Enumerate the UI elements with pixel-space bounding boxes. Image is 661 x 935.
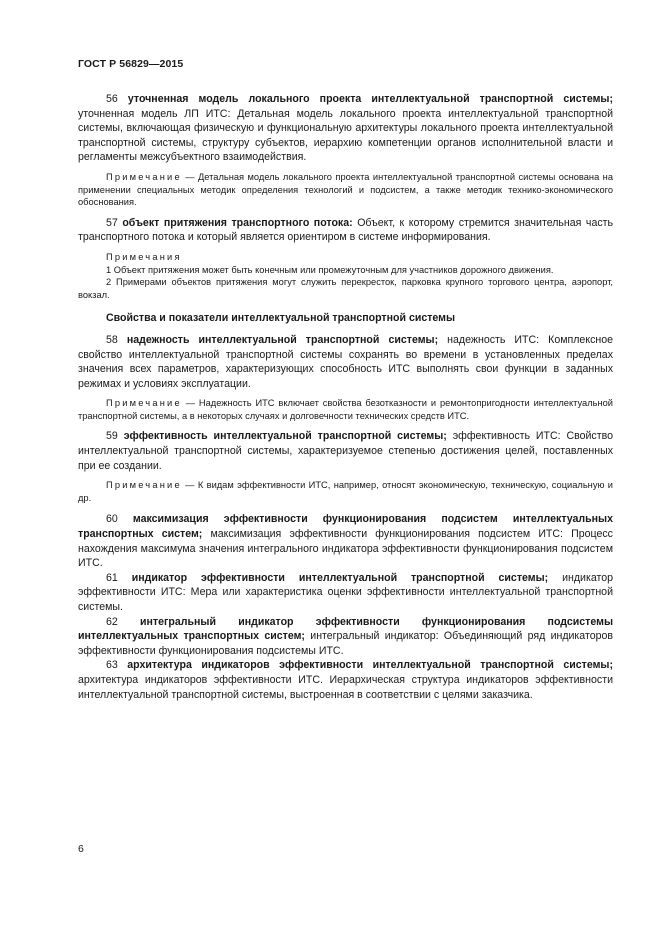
note-text: — Надежность ИТС включает свойства безотказности и ремонтопригодности интеллектуальной транспортной системы, а в некоторых случаях и долговечности технических средств ИТС.	[78, 398, 613, 421]
note-label: Примечание	[106, 398, 182, 409]
note-text: — Детальная модель локального проекта интеллектуальной транспортной системы основана на применении специальных методик определения технологий и подсистем, а также методик технико-экономического обоснования.	[78, 171, 613, 208]
document-body	[78, 92, 613, 702]
note-58	[78, 397, 613, 422]
note-label: Примечания	[106, 251, 182, 262]
notes-57-heading	[78, 251, 613, 264]
term-entry-59	[78, 429, 613, 473]
term-entry-62	[78, 615, 613, 659]
entry-number: 63	[106, 659, 118, 672]
entry-definition: уточненная модель ЛП ИТС: Детальная модель локального проекта интеллектуальной транспортной системы, включающая физическую и функциональную архитектуры локального проекта интеллектуальной транспортной системы, структуру субъектов, иерархию компетенции органов исполнительной власти и регламенты межсубъектного взаимодействия.	[78, 107, 613, 164]
term-entry-56	[78, 92, 613, 165]
entry-definition: надежность ИТС: Комплексное свойство интеллектуальной транспортной системы сохранять во времени в установленных пределах значения всех параметров, характеризующих способность ИТС выполнять свои функции в заданных режимах и условиях эксплуатации.	[78, 333, 614, 390]
entry-term: индикатор эффективности интеллектуальной транспортной системы;	[131, 571, 549, 584]
entry-term: уточненная модель локального проекта интеллектуальной транспортной системы;	[127, 93, 613, 105]
entry-number: 62	[106, 615, 118, 628]
note-label: Примечание	[106, 480, 182, 491]
entry-definition: максимизация эффективности функционирования подсистем ИТС: Процесс нахождения максимума значения интегрального индикатора эффективности функционирования подсистем ИТС.	[78, 528, 613, 570]
entry-term: объект притяжения транспортного потока:	[122, 216, 353, 229]
entry-number: 60	[106, 513, 118, 526]
note-59	[78, 479, 613, 504]
note-56	[78, 171, 613, 209]
entry-term: максимизация эффективности функционирования подсистем интеллектуальных транспортных систем;	[78, 513, 613, 541]
entry-term: надежность интеллектуальной транспортной системы;	[126, 333, 439, 346]
term-entry-61	[78, 571, 613, 615]
note-57-item-2: 2 Примерами объектов притяжения могут служить перекресток, парковка крупного торгового центра, аэропорт, вокзал.	[78, 277, 613, 300]
entry-definition: архитектура индикаторов эффективности ИТС. Иерархическая структура индикаторов эффективности интеллектуальной транспортной системы, выстроенная в соответствии с целями заказчика.	[78, 673, 613, 701]
entry-number: 59	[106, 430, 118, 443]
term-entry-60	[78, 512, 613, 570]
section-heading: Свойства и показатели интеллектуальной транспортной системы	[106, 312, 456, 325]
page-number: 6	[78, 843, 84, 855]
entry-number: 58	[106, 333, 118, 346]
term-entry-57	[78, 216, 613, 245]
term-entry-63	[78, 658, 613, 702]
note-text: — К видам эффективности ИТС, например, относят экономическую, техническую, социальную и др.	[78, 480, 613, 503]
term-entry-58	[78, 333, 613, 391]
note-57-item-1: 1 Объект притяжения может быть конечным или промежуточным для участников дорожного движения.	[106, 264, 554, 275]
entry-term: архитектура индикаторов эффективности интеллектуальной транспортной системы;	[127, 659, 613, 672]
entry-definition: Объект, к которому стремится значительная часть транспортного потока и который является ориентиром в системе информирования.	[78, 216, 614, 244]
entry-term: интегральный индикатор эффективности функционирования подсистемы интеллектуальных транспортных систем;	[78, 615, 613, 643]
note-label: Примечание	[106, 171, 182, 182]
entry-number: 57	[106, 216, 118, 229]
document-header: ГОСТ Р 56829—2015	[78, 58, 184, 70]
entry-definition: эффективность ИТС: Свойство интеллектуальной транспортной системы, характеризуемое степенью достижения целей, поставленных при ее создании.	[78, 430, 613, 472]
entry-definition: индикатор эффективности ИТС: Мера или характеристика оценки эффективности интеллектуальной транспортной системы.	[78, 571, 613, 613]
entry-definition: интегральный индикатор: Объединяющий ряд индикаторов эффективности функционирования подсистемы ИТС.	[78, 630, 613, 657]
entry-number: 56	[106, 93, 118, 105]
entry-number: 61	[106, 571, 118, 584]
entry-term: эффективность интеллектуальной транспортной системы;	[123, 430, 447, 443]
